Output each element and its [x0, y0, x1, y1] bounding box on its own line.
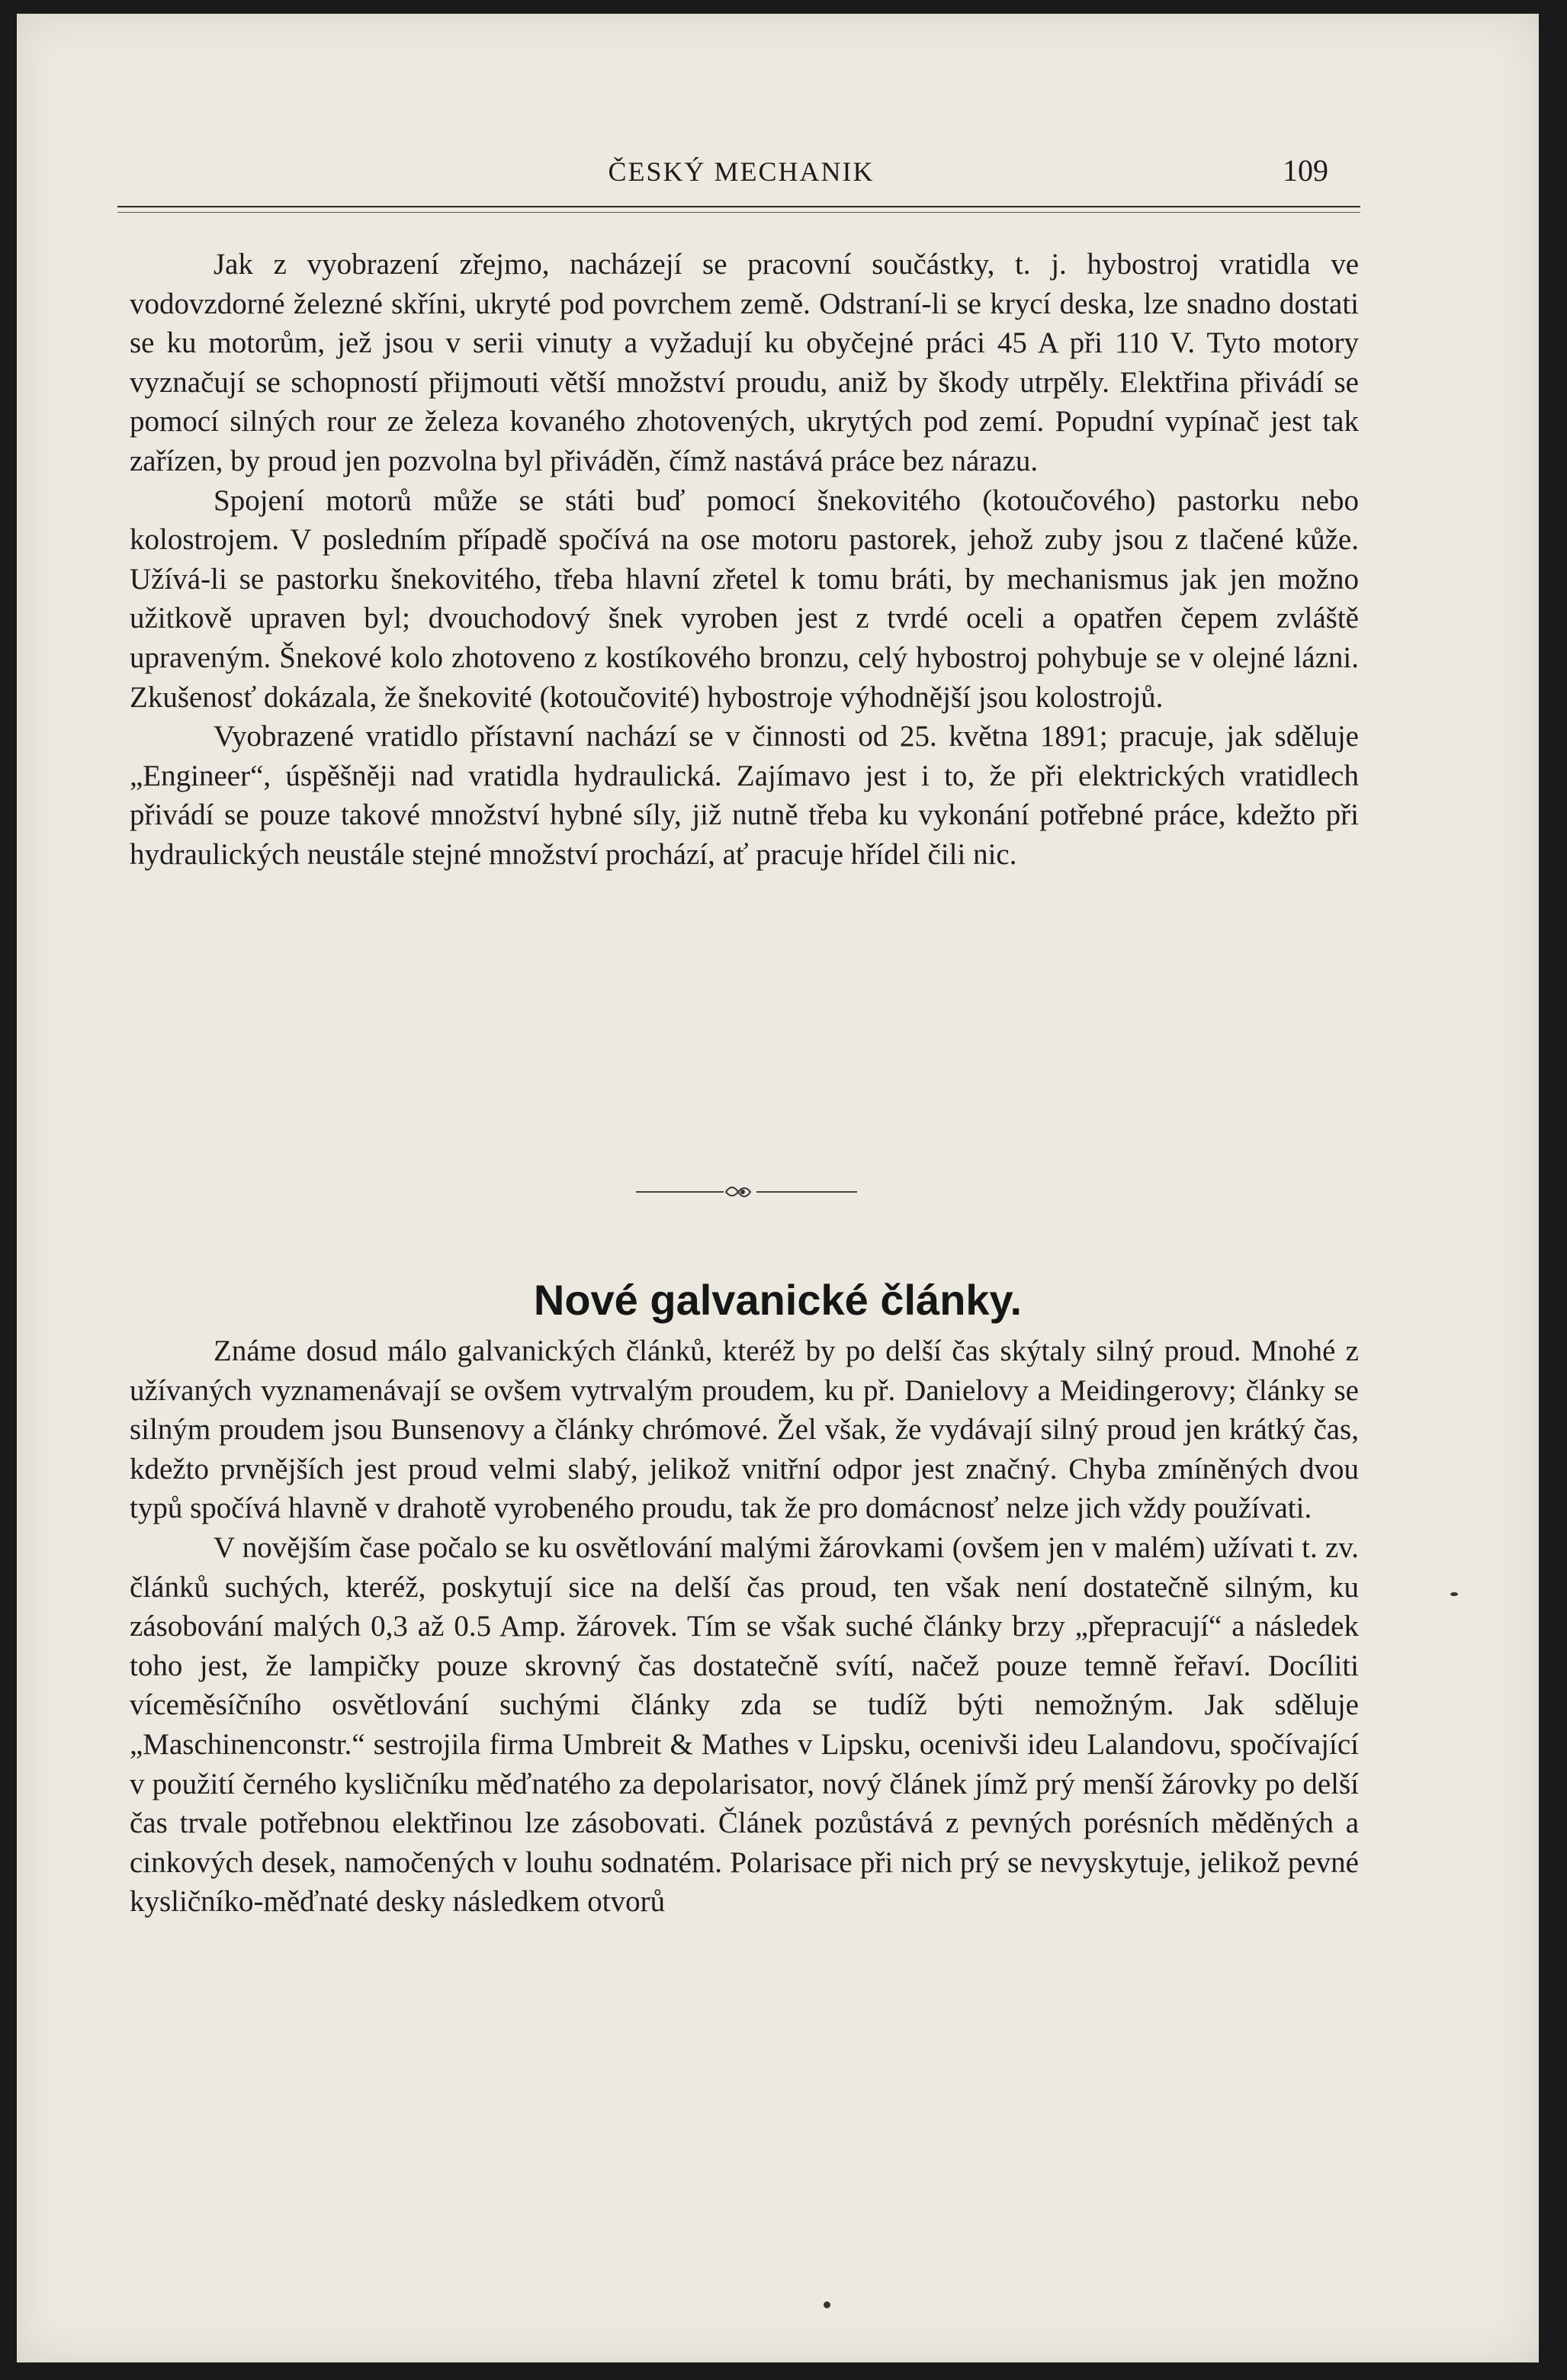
paragraph: V novějším čase počalo se ku osvětlování malými žárovkami (ovšem jen v malém) užívati t. zv. článků suchých, kteréž, poskytují sice na delší čas proud, ten však není dostatečně silným, ku zásobování malých 0,3 až 0.5 Amp. žárovek. Tím se však suché články brzy „přepracují“ a následek toho jest, že lampičky pouze skrovný čas dostatečně svítí, načež pouze temně řeřaví. Docíliti víceměsíčního osvětlování suchými články zda se tudíž býti nemožným. Jak sděluje „Maschinenconstr.“ sestrojila firma Umbreit & Mathes v Lipsku, ocenivši ideu Lalandovu, spočívající v použití černého kysličníku měďnatého za depolarisator, nový článek jímž prý menší žárovky po delší čas trvale potřebnou elektřinou lze zásobovati. Článek pozůstává z pevných porésních měděných a cinkových desek, namočených v louhu sodnatém. Polarisace při nich prý se nevyskytuje, jelikož pevné kysličníko-měďnaté desky následkem otvorů: [130, 1530, 1359, 1919]
journal-title: ČESKÝ MECHANIK: [608, 156, 875, 187]
section-divider-ornament: [636, 1180, 857, 1203]
header-rule: [117, 206, 1360, 207]
ink-speck: [824, 2301, 830, 2308]
ink-speck: [1450, 1592, 1458, 1596]
book-page: [17, 14, 1539, 2362]
paragraph: Spojení motorů může se státi buď pomocí šnekovitého (kotoučového) pastorku nebo kolostrojem. V posledním případě spočívá na ose motoru pastorek, jehož zuby jsou z tlačené kůže. Užívá-li se pastorku šnekovitého, třeba hlavní zřetel k tomu bráti, by mechanismus jak jen možno užitkově upraven byl; dvouchodový šnek vyroben jest z tvrdé oceli a opatřen čepem zvláště upraveným. Šnekové kolo zhotoveno z kostíkového bronzu, celý hybostroj pohybuje se v olejné lázni. Zkušenosť dokázala, že šnekovité (kotoučovité) hybostroje výhodnější jsou kolostrojů.: [130, 483, 1359, 714]
paragraph: Jak z vyobrazení zřejmo, nacházejí se pracovní součástky, t. j. hybostroj vratidla ve vodovzdorné železné skříni, ukryté pod povrchem země. Odstraní-li se krycí deska, lze snadno dostati se ku motorům, jež jsou v serii vinuty a vyžadují ku obyčejné práci 45 A při 110 V. Tyto motory vyznačují se schopností přijmouti větší množství proudu, aniž by škody utrpěly. Elektřina přivádí se pomocí silných rour ze železa kovaného zhotovených, ukrytých pod zemí. Popudní vypínač jest tak zařízen, by proud jen pozvolna byl přiváděn, čímž nastává práce bez nárazu.: [130, 248, 1359, 477]
header-rule-thin: [117, 212, 1360, 213]
section2-body: [130, 1331, 1359, 1922]
paragraph: Známe dosud málo galvanických článků, kteréž by po delší čas skýtaly silný proud. Mnohé z užívaných vyznamenávají se ovšem vytrvalým proudem, ku př. Danielovy a Meidingerovy; články se silným proudem jsou Bunsenovy a články chrómové. Žel však, že vydávají silný proud jen krátký čas, kdežto prvnějších jest proud velmi slabý, jelikož vnitřní odpor jest značný. Chyba zmíněných dvou typů spočívá hlavně v drahotě vyrobeného proudu, tak že pro domácnosť nelze jich vždy používati.: [130, 1335, 1359, 1525]
section1-body: [130, 245, 1359, 875]
page-number: 109: [1283, 153, 1328, 188]
paragraph: Vyobrazené vratidlo přístavní nachází se v činnosti od 25. května 1891; pracuje, jak sděluje „Engineer“, úspěšněji nad vratidla hydraulická. Zajímavo jest i to, že při elektrických vratidlech přivádí se pouze takové množství hybné síly, již nutně třeba ku vykonání potřebné práce, kdežto při hydraulických neustále stejné množství prochází, ať pracuje hřídel čili nic.: [130, 720, 1359, 871]
article-title: Nové galvanické články.: [533, 1276, 1023, 1324]
running-header: [131, 148, 1351, 194]
